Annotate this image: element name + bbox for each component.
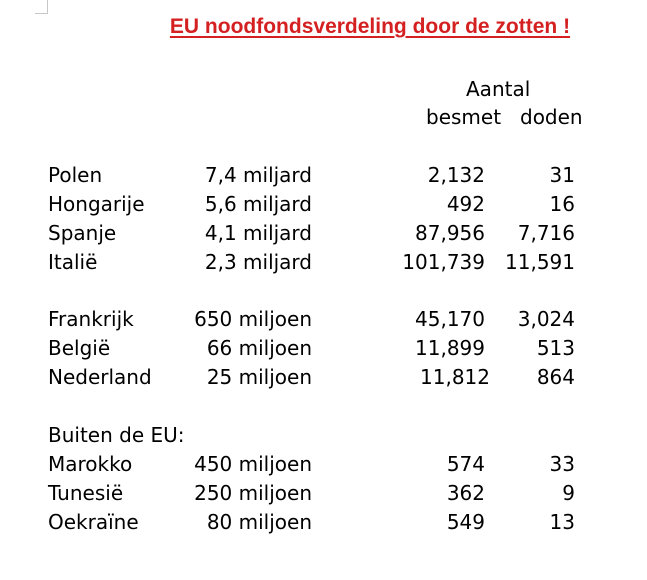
fund-amount: 5,6 miljard bbox=[204, 192, 312, 216]
infected-count: 574 bbox=[446, 452, 485, 476]
country-name: België bbox=[48, 336, 111, 360]
fund-amount: 250 miljoen bbox=[194, 481, 312, 505]
table-row-tunesie bbox=[0, 481, 647, 510]
deaths-count: 33 bbox=[549, 452, 575, 476]
fund-amount: 25 miljoen bbox=[206, 365, 312, 389]
fund-amount: 4,1 miljard bbox=[204, 221, 312, 245]
infected-count: 492 bbox=[446, 192, 485, 216]
deaths-count: 9 bbox=[562, 481, 575, 505]
text-boundary-corner-mark bbox=[35, 0, 48, 14]
table-row-spanje bbox=[0, 221, 647, 250]
country-name: Tunesië bbox=[48, 481, 124, 505]
fund-amount: 650 miljoen bbox=[194, 307, 312, 331]
country-name: Spanje bbox=[48, 221, 117, 245]
deaths-count: 31 bbox=[549, 163, 575, 187]
infected-count: 11,899 bbox=[415, 336, 485, 360]
infected-count: 45,170 bbox=[415, 307, 485, 331]
infected-count: 2,132 bbox=[427, 163, 485, 187]
deaths-count: 11,591 bbox=[505, 250, 575, 274]
fund-amount: 80 miljoen bbox=[206, 510, 312, 534]
deaths-count: 7,716 bbox=[517, 221, 575, 245]
country-name: Marokko bbox=[48, 452, 133, 476]
deaths-count: 864 bbox=[536, 365, 575, 389]
deaths-count: 13 bbox=[549, 510, 575, 534]
deaths-count: 513 bbox=[536, 336, 575, 360]
header-aantal: Aantal bbox=[466, 77, 531, 101]
country-name: Italië bbox=[48, 250, 98, 274]
table-row-polen bbox=[0, 163, 647, 192]
header-doden: doden bbox=[520, 105, 583, 129]
table-row-italie bbox=[0, 250, 647, 279]
header-besmet: besmet bbox=[426, 105, 502, 129]
fund-amount: 450 miljoen bbox=[194, 452, 312, 476]
fund-amount: 7,4 miljard bbox=[204, 163, 312, 187]
table-row-nederland bbox=[0, 365, 647, 394]
deaths-count: 16 bbox=[549, 192, 575, 216]
table-row-frankrijk bbox=[0, 307, 647, 336]
country-name: Frankrijk bbox=[48, 307, 134, 331]
table-row-marokko bbox=[0, 452, 647, 481]
fund-amount: 2,3 miljard bbox=[204, 250, 312, 274]
country-name: Oekraïne bbox=[48, 510, 139, 534]
page-title: EU noodfondsverdeling door de zotten ! bbox=[169, 15, 571, 38]
country-name: Polen bbox=[48, 163, 103, 187]
deaths-count: 3,024 bbox=[517, 307, 575, 331]
country-name: Hongarije bbox=[48, 192, 145, 216]
table-row-belgie bbox=[0, 336, 647, 365]
infected-count: 87,956 bbox=[415, 221, 485, 245]
infected-count: 101,739 bbox=[402, 250, 485, 274]
infected-count: 549 bbox=[446, 510, 485, 534]
fund-amount: 66 miljoen bbox=[206, 336, 312, 360]
country-name: Nederland bbox=[48, 365, 152, 389]
table-row-oekraine bbox=[0, 510, 647, 539]
table-row-hongarije bbox=[0, 192, 647, 221]
infected-count: 11,812 bbox=[420, 365, 490, 389]
section-label-outside-eu: Buiten de EU: bbox=[48, 423, 185, 447]
infected-count: 362 bbox=[446, 481, 485, 505]
